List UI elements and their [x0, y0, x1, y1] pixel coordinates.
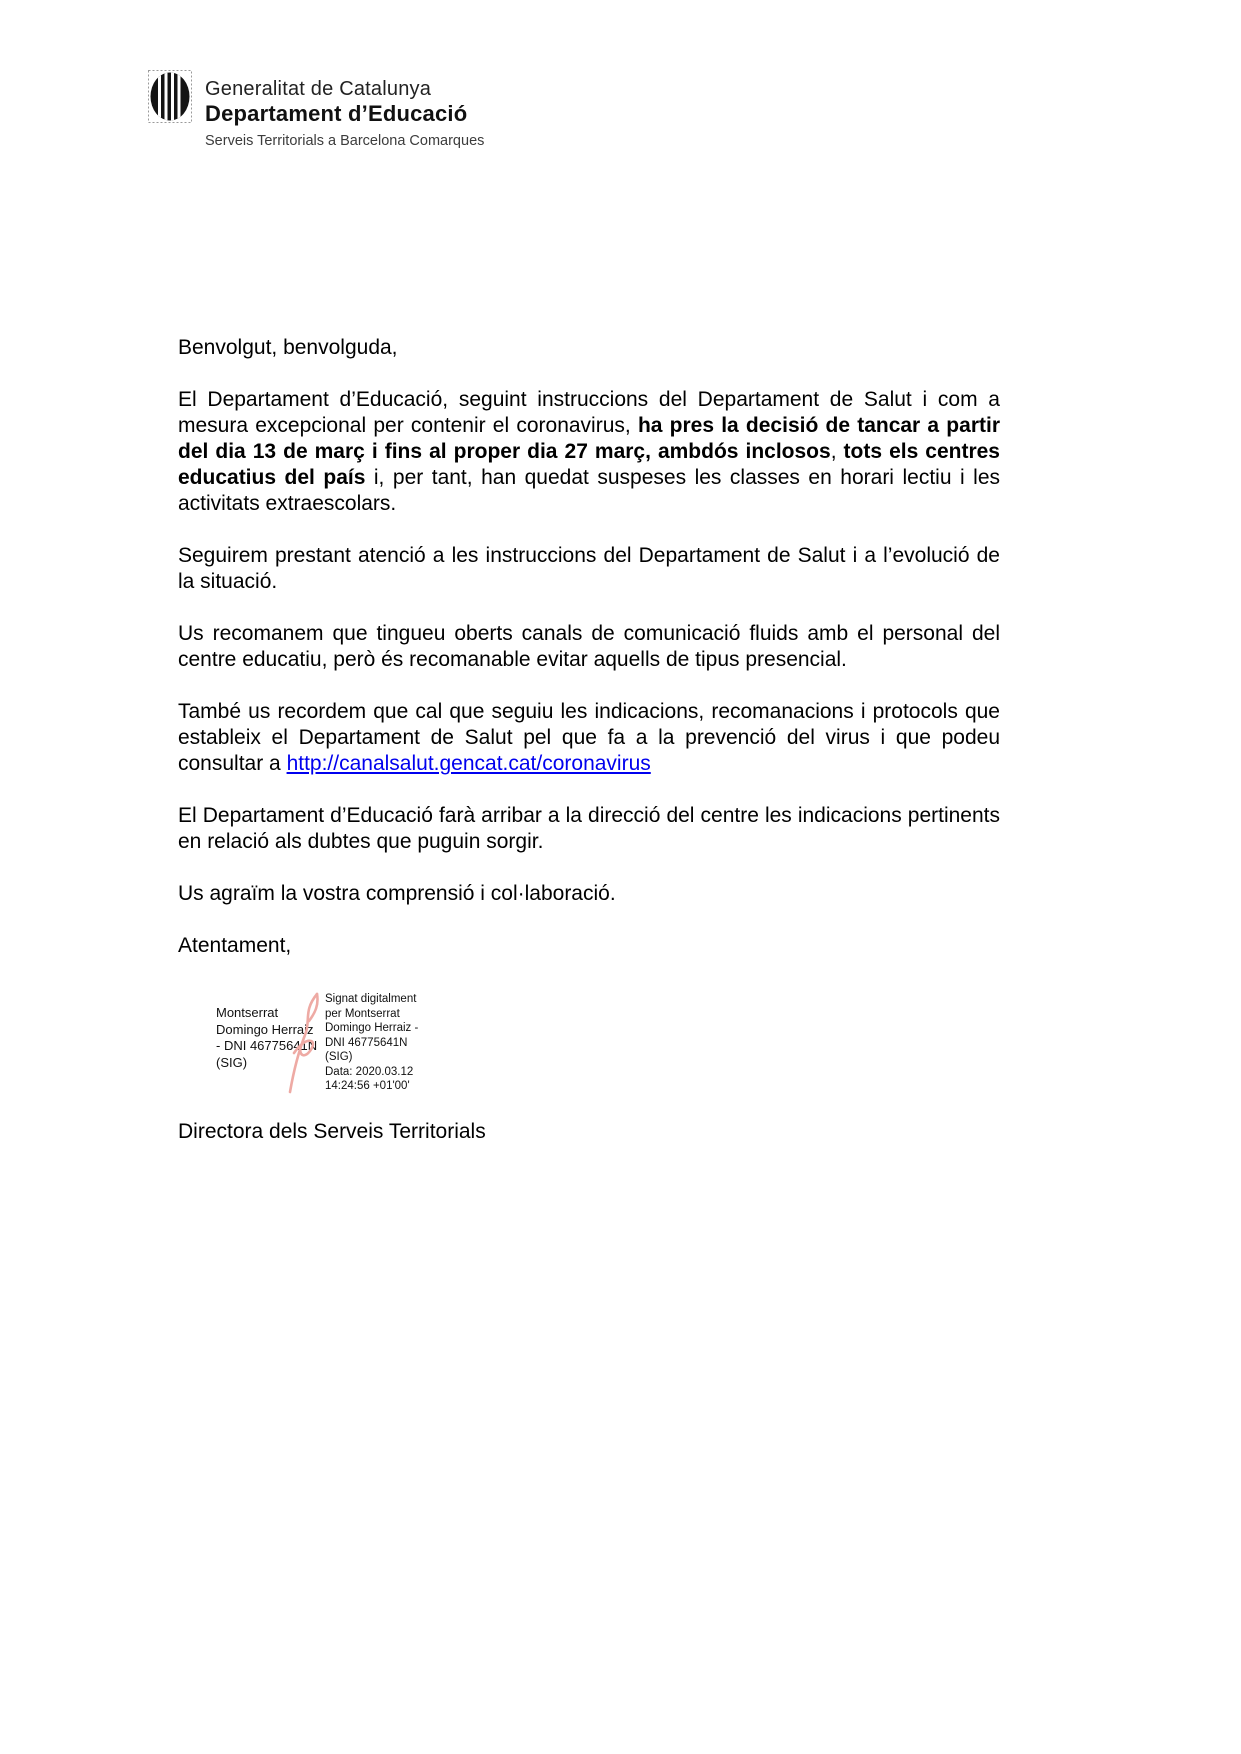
signature-detail-line: per Montserrat	[325, 1007, 400, 1020]
text-run: El Departament d’Educació, seguint instruccions del Departament de Salut i com a mesura excepcional per contenir el coronavirus,	[178, 388, 1000, 437]
unit-name: Serveis Territorials a Barcelona Comarques	[205, 133, 485, 149]
letter-body	[178, 335, 1000, 985]
text-run: També us recordem que cal que seguiu les indicacions, recomanacions i protocols que estableix el Departament de Salut pel que fa a la prevenció del virus i que podeu consultar a	[178, 700, 1000, 775]
text-run: Us agraïm la vostra comprensió i col·laboració.	[178, 882, 616, 905]
text-run: El Departament d’Educació farà arribar a la direcció del centre les indicacions pertinents en relació als dubtes que puguin sorgir.	[178, 804, 1000, 853]
digital-signature-block	[216, 991, 476, 1097]
paragraph-communication-channels	[178, 621, 1000, 673]
paragraph-further-indications	[178, 803, 1000, 855]
paragraph-regards	[178, 933, 1000, 959]
signature-details	[325, 992, 465, 1094]
signature-detail-line: Data: 2020.03.12	[325, 1065, 414, 1078]
text-run: Seguirem prestant atenció a les instruccions del Departament de Salut i a l’evolució de la situació.	[178, 544, 1000, 593]
signer-line: (SIG)	[216, 1054, 248, 1070]
org-name: Generalitat de Catalunya	[205, 78, 432, 100]
letterhead-text	[205, 70, 484, 150]
dept-name: Departament d’Educació	[205, 101, 468, 126]
signer-line: Montserrat	[216, 1005, 279, 1020]
paragraph-salut-protocols	[178, 699, 1000, 777]
text-run: Us recomanem que tingueu oberts canals de comunicació fluids amb el personal del centre educatiu, però és recomanable evitar aquells de tipus presencial.	[178, 622, 1000, 671]
text-run-bold: ha pres la decisió de tancar a partir del dia 13 de març i fins al proper dia 27 març, ambdós inclosos	[178, 414, 1000, 463]
text-run: i, per tant, han quedat suspeses les classes en horari lectiu i les activitats extraescolars.	[178, 466, 1001, 515]
signer-line: - DNI 46775641N	[216, 1038, 318, 1053]
text-run: ,	[830, 440, 844, 463]
signature-detail-line: DNI 46775641N	[325, 1036, 408, 1049]
signer-line: Domingo Herraiz	[216, 1021, 314, 1037]
signature-detail-line: Signat digitalment	[325, 993, 417, 1005]
closing-role: Directora dels Serveis Territorials	[178, 1120, 486, 1143]
paragraph-follow-instructions	[178, 543, 1000, 595]
generalitat-senyera-logo	[148, 70, 192, 123]
paragraph-closure-decision	[178, 387, 1000, 517]
signature-detail-line: 14:24:56 +01'00'	[325, 1080, 410, 1092]
salutation: Benvolgut, benvolguda,	[178, 336, 398, 359]
canalsalut-link[interactable]: http://canalsalut.gencat.cat/coronavirus	[286, 752, 651, 775]
signature-detail-line: (SIG)	[325, 1051, 353, 1063]
signature-detail-line: Domingo Herraiz -	[325, 1022, 419, 1034]
letterhead	[148, 70, 484, 150]
signature-ribbon-icon	[288, 991, 322, 1095]
text-run: Atentament,	[178, 934, 292, 957]
paragraph-thanks	[178, 881, 1000, 907]
text-run-bold: tots els centres educatius del país	[178, 440, 1000, 489]
